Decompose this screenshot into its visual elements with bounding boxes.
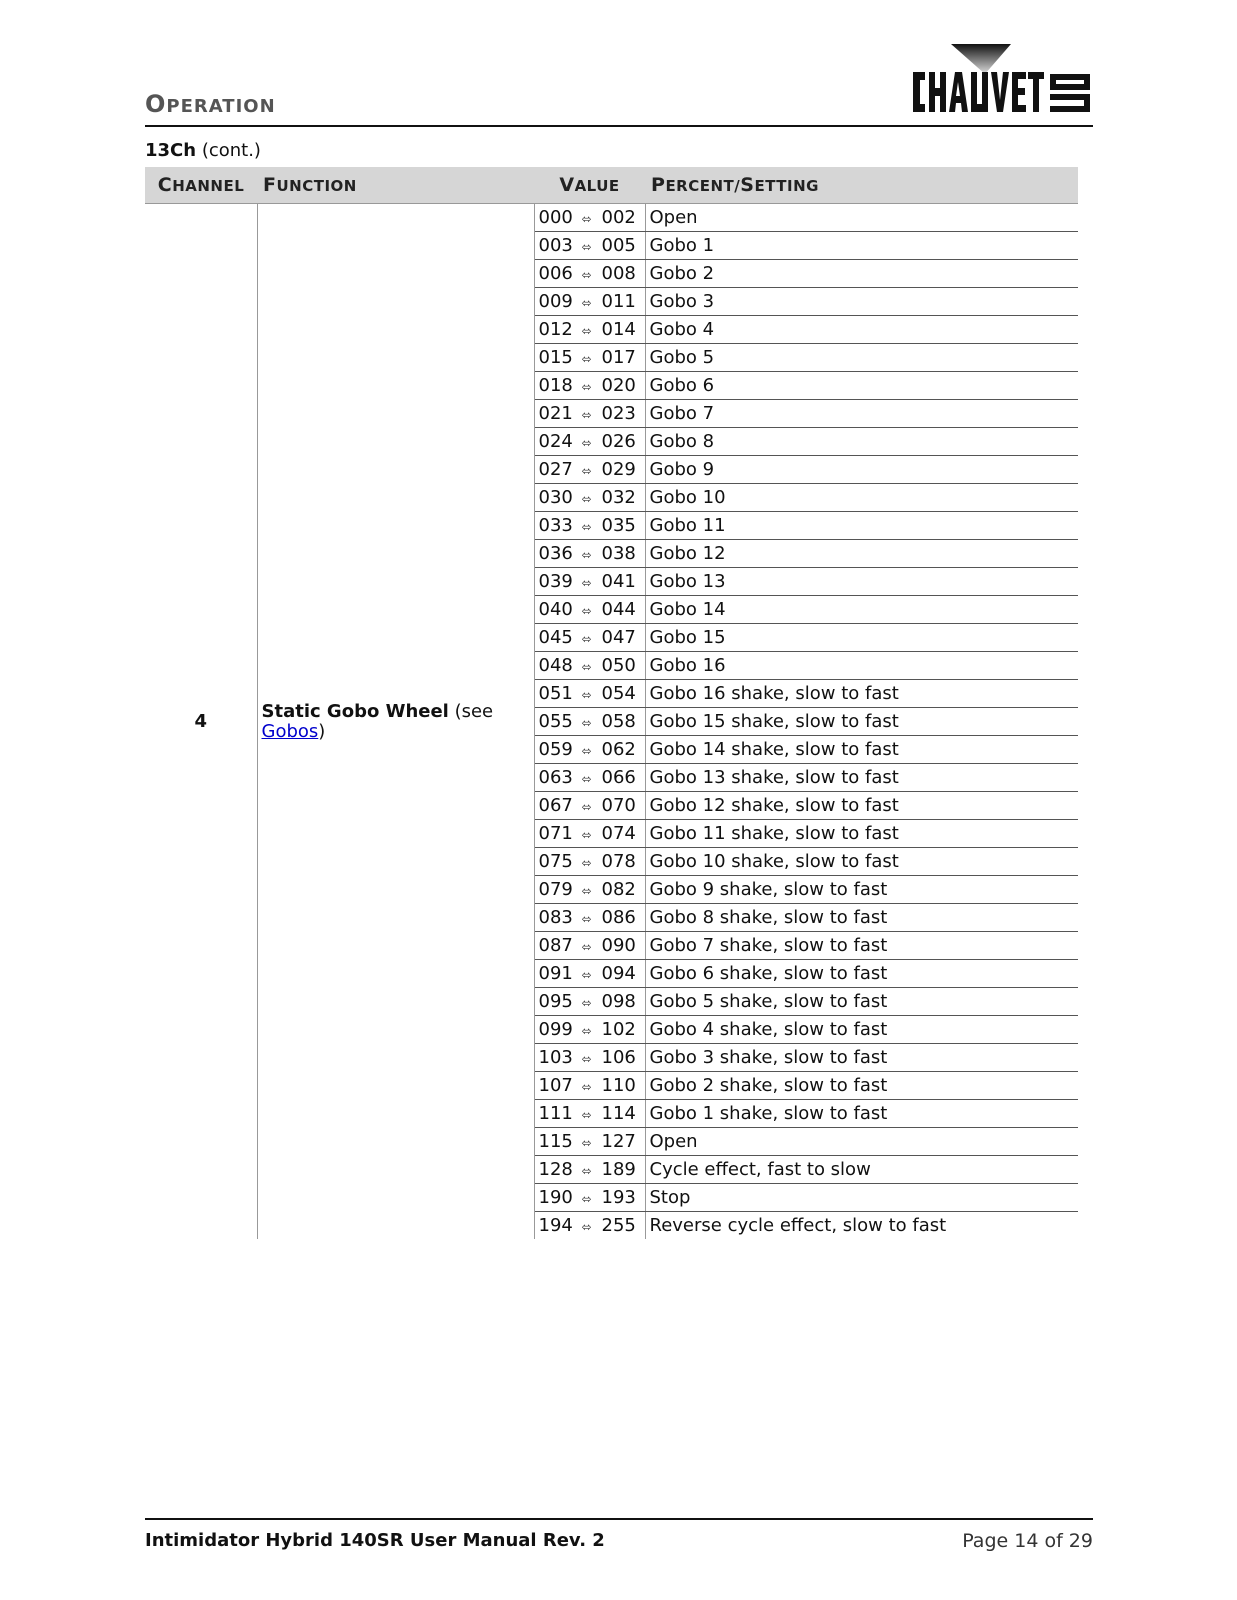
setting-text: Gobo 15 (645, 624, 1078, 652)
value-range (534, 1072, 645, 1100)
value-low: 012 (538, 319, 573, 340)
double-arrow-icon: ⬄ (581, 800, 592, 814)
value-range (534, 260, 645, 288)
value-low: 063 (538, 767, 573, 788)
setting-text: Gobo 7 shake, slow to fast (645, 932, 1078, 960)
section-title: OPERATION (145, 90, 276, 118)
setting-text: Gobo 12 (645, 540, 1078, 568)
value-high: 029 (601, 459, 636, 480)
value-low: 107 (538, 1075, 573, 1096)
value-high: 023 (601, 403, 636, 424)
setting-text: Gobo 14 (645, 596, 1078, 624)
value-high: 058 (601, 711, 636, 732)
double-arrow-icon: ⬄ (581, 464, 592, 478)
value-low: 003 (538, 235, 573, 256)
setting-text: Open (645, 204, 1078, 232)
value-low: 048 (538, 655, 573, 676)
setting-text: Gobo 6 (645, 372, 1078, 400)
value-high: 062 (601, 739, 636, 760)
setting-text: Gobo 4 (645, 316, 1078, 344)
value-low: 128 (538, 1159, 573, 1180)
value-high: 090 (601, 935, 636, 956)
value-low: 006 (538, 263, 573, 284)
header-percent-setting: PERCENT/SETTING (645, 167, 1078, 204)
setting-text: Stop (645, 1184, 1078, 1212)
value-low: 024 (538, 431, 573, 452)
setting-text: Gobo 10 shake, slow to fast (645, 848, 1078, 876)
double-arrow-icon: ⬄ (581, 324, 592, 338)
value-low: 067 (538, 795, 573, 816)
value-low: 095 (538, 991, 573, 1012)
value-low: 040 (538, 599, 573, 620)
value-range (534, 400, 645, 428)
value-low: 015 (538, 347, 573, 368)
header-channel: CHANNEL (145, 167, 257, 204)
double-arrow-icon: ⬄ (581, 632, 592, 646)
value-range (534, 568, 645, 596)
value-high: 086 (601, 907, 636, 928)
double-arrow-icon: ⬄ (581, 940, 592, 954)
value-range (534, 512, 645, 540)
value-low: 115 (538, 1131, 573, 1152)
value-high: 047 (601, 627, 636, 648)
setting-text: Gobo 2 (645, 260, 1078, 288)
table-row (145, 204, 1078, 232)
setting-text: Open (645, 1128, 1078, 1156)
value-high: 255 (601, 1215, 636, 1236)
value-high: 044 (601, 599, 636, 620)
double-arrow-icon: ⬄ (581, 828, 592, 842)
value-high: 011 (601, 291, 636, 312)
double-arrow-icon: ⬄ (581, 856, 592, 870)
double-arrow-icon: ⬄ (581, 240, 592, 254)
value-range (534, 204, 645, 232)
value-high: 193 (601, 1187, 636, 1208)
value-low: 039 (538, 571, 573, 592)
value-high: 017 (601, 347, 636, 368)
value-low: 111 (538, 1103, 573, 1124)
value-range (534, 1184, 645, 1212)
value-high: 054 (601, 683, 636, 704)
setting-text: Gobo 13 (645, 568, 1078, 596)
setting-text: Gobo 8 shake, slow to fast (645, 904, 1078, 932)
value-low: 027 (538, 459, 573, 480)
setting-text: Gobo 10 (645, 484, 1078, 512)
value-high: 041 (601, 571, 636, 592)
value-range (534, 344, 645, 372)
setting-text: Gobo 13 shake, slow to fast (645, 764, 1078, 792)
header-function: FUNCTION (257, 167, 534, 204)
value-high: 038 (601, 543, 636, 564)
double-arrow-icon: ⬄ (581, 1192, 592, 1206)
value-high: 070 (601, 795, 636, 816)
double-arrow-icon: ⬄ (581, 1164, 592, 1178)
value-high: 014 (601, 319, 636, 340)
value-range (534, 820, 645, 848)
value-high: 078 (601, 851, 636, 872)
double-arrow-icon: ⬄ (581, 660, 592, 674)
value-low: 075 (538, 851, 573, 872)
setting-text: Gobo 4 shake, slow to fast (645, 1016, 1078, 1044)
double-arrow-icon: ⬄ (581, 380, 592, 394)
value-range (534, 428, 645, 456)
value-range (534, 708, 645, 736)
value-low: 059 (538, 739, 573, 760)
double-arrow-icon: ⬄ (581, 408, 592, 422)
channel-number: 4 (145, 204, 257, 1240)
value-range (534, 1212, 645, 1240)
value-low: 083 (538, 907, 573, 928)
double-arrow-icon: ⬄ (581, 884, 592, 898)
setting-text: Gobo 11 (645, 512, 1078, 540)
value-range (534, 316, 645, 344)
setting-text: Gobo 9 (645, 456, 1078, 484)
value-range (534, 288, 645, 316)
function-see: (see (454, 700, 494, 722)
value-low: 021 (538, 403, 573, 424)
setting-text: Gobo 16 shake, slow to fast (645, 680, 1078, 708)
double-arrow-icon: ⬄ (581, 548, 592, 562)
dmx-channel-table (145, 167, 1078, 1239)
table-caption: 13Ch (cont.) (145, 140, 261, 161)
setting-text: Gobo 15 shake, slow to fast (645, 708, 1078, 736)
page-header (145, 40, 1093, 126)
double-arrow-icon: ⬄ (581, 296, 592, 310)
footer-divider (145, 1518, 1093, 1520)
value-low: 036 (538, 543, 573, 564)
value-high: 066 (601, 767, 636, 788)
value-high: 098 (601, 991, 636, 1012)
setting-text: Gobo 8 (645, 428, 1078, 456)
double-arrow-icon: ⬄ (581, 744, 592, 758)
value-range (534, 876, 645, 904)
value-low: 055 (538, 711, 573, 732)
value-high: 002 (601, 207, 636, 228)
setting-text: Gobo 3 shake, slow to fast (645, 1044, 1078, 1072)
chauvet-dj-logo-icon (911, 44, 1093, 122)
double-arrow-icon: ⬄ (581, 968, 592, 982)
value-range (534, 1156, 645, 1184)
double-arrow-icon: ⬄ (581, 520, 592, 534)
value-low: 000 (538, 207, 573, 228)
value-low: 045 (538, 627, 573, 648)
value-low: 030 (538, 487, 573, 508)
value-range (534, 988, 645, 1016)
function-cell (257, 204, 534, 1240)
double-arrow-icon: ⬄ (581, 1024, 592, 1038)
value-high: 026 (601, 431, 636, 452)
double-arrow-icon: ⬄ (581, 1080, 592, 1094)
double-arrow-icon: ⬄ (581, 1220, 592, 1234)
setting-text: Gobo 3 (645, 288, 1078, 316)
value-range (534, 848, 645, 876)
setting-text: Gobo 6 shake, slow to fast (645, 960, 1078, 988)
double-arrow-icon: ⬄ (581, 688, 592, 702)
value-low: 194 (538, 1215, 573, 1236)
value-low: 009 (538, 291, 573, 312)
value-range (534, 764, 645, 792)
value-range (534, 456, 645, 484)
table-body (145, 204, 1078, 1240)
value-low: 033 (538, 515, 573, 536)
setting-text: Gobo 2 shake, slow to fast (645, 1072, 1078, 1100)
setting-text: Gobo 1 shake, slow to fast (645, 1100, 1078, 1128)
value-high: 189 (601, 1159, 636, 1180)
double-arrow-icon: ⬄ (581, 1108, 592, 1122)
value-low: 051 (538, 683, 573, 704)
value-range (534, 680, 645, 708)
value-range (534, 904, 645, 932)
setting-text: Gobo 5 (645, 344, 1078, 372)
value-high: 005 (601, 235, 636, 256)
setting-text: Reverse cycle effect, slow to fast (649, 1215, 947, 1236)
value-high: 032 (601, 487, 636, 508)
double-arrow-icon: ⬄ (581, 352, 592, 366)
value-low: 103 (538, 1047, 573, 1068)
value-range (534, 540, 645, 568)
setting-text: Gobo 1 (645, 232, 1078, 260)
double-arrow-icon: ⬄ (581, 576, 592, 590)
value-range (534, 736, 645, 764)
header-divider (145, 125, 1093, 127)
value-low: 190 (538, 1187, 573, 1208)
value-high: 094 (601, 963, 636, 984)
value-low: 079 (538, 879, 573, 900)
double-arrow-icon: ⬄ (581, 492, 592, 506)
setting-text: Gobo 9 shake, slow to fast (645, 876, 1078, 904)
setting-text: Gobo 14 shake, slow to fast (645, 736, 1078, 764)
value-low: 018 (538, 375, 573, 396)
setting-text: Gobo 16 (645, 652, 1078, 680)
value-range (534, 232, 645, 260)
value-range (534, 596, 645, 624)
value-range (534, 1044, 645, 1072)
setting-text: Gobo 11 shake, slow to fast (645, 820, 1078, 848)
value-high: 074 (601, 823, 636, 844)
value-high: 050 (601, 655, 636, 676)
value-range (534, 1016, 645, 1044)
setting-text: Gobo 12 shake, slow to fast (645, 792, 1078, 820)
value-low: 071 (538, 823, 573, 844)
value-range (534, 932, 645, 960)
double-arrow-icon: ⬄ (581, 604, 592, 618)
table-header-row (145, 167, 1078, 204)
value-low: 099 (538, 1019, 573, 1040)
value-high: 106 (601, 1047, 636, 1068)
value-high: 020 (601, 375, 636, 396)
value-high: 110 (601, 1075, 636, 1096)
setting-text: Gobo 5 shake, slow to fast (645, 988, 1078, 1016)
manual-title: Intimidator Hybrid 140SR User Manual Rev. 2 (145, 1530, 605, 1551)
value-range (534, 1128, 645, 1156)
double-arrow-icon: ⬄ (581, 436, 592, 450)
function-close-paren: ) (318, 720, 326, 742)
value-range (534, 792, 645, 820)
page-number: Page 14 of 29 (962, 1530, 1093, 1552)
double-arrow-icon: ⬄ (581, 772, 592, 786)
setting-text: Gobo 7 (645, 400, 1078, 428)
value-high: 114 (601, 1103, 636, 1124)
double-arrow-icon: ⬄ (581, 1052, 592, 1066)
setting-text: Cycle effect, fast to slow (645, 1156, 1078, 1184)
value-range (534, 372, 645, 400)
header-value: VALUE (534, 167, 645, 204)
value-high: 035 (601, 515, 636, 536)
double-arrow-icon: ⬄ (581, 212, 592, 226)
value-low: 091 (538, 963, 573, 984)
gobos-link[interactable]: Gobos (261, 720, 319, 742)
value-range (534, 484, 645, 512)
double-arrow-icon: ⬄ (581, 716, 592, 730)
value-range (534, 624, 645, 652)
value-range (534, 652, 645, 680)
value-range (534, 1100, 645, 1128)
value-high: 082 (601, 879, 636, 900)
double-arrow-icon: ⬄ (581, 912, 592, 926)
value-high: 102 (601, 1019, 636, 1040)
double-arrow-icon: ⬄ (581, 1136, 592, 1150)
value-high: 008 (601, 263, 636, 284)
function-name: Static Gobo Wheel (261, 700, 449, 722)
value-high: 127 (601, 1131, 636, 1152)
double-arrow-icon: ⬄ (581, 268, 592, 282)
double-arrow-icon: ⬄ (581, 996, 592, 1010)
value-low: 087 (538, 935, 573, 956)
value-range (534, 960, 645, 988)
